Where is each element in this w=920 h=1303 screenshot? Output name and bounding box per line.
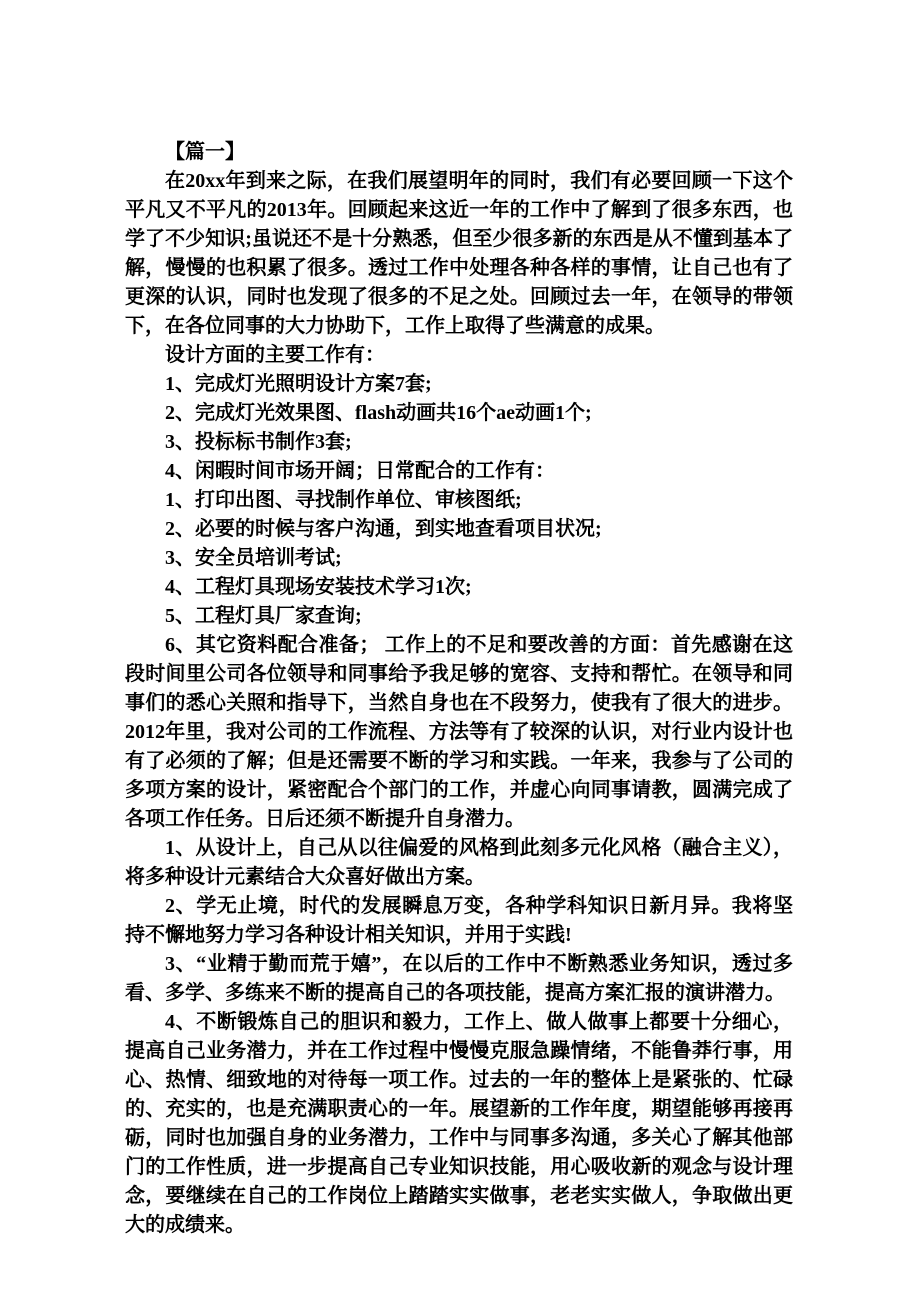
list-item-design-3: 3、投标标书制作3套; [165,431,352,453]
list-item-improve-3: 3、“业精于勤而荒于嬉”，在以后的工作中不断熟悉业务知识，透过多看、多学、多练来不断的提高自己的各项技能，提高方案汇报的演讲潜力。 [125,953,793,1004]
paragraph-intro: 在20xx年到来之际，在我们展望明年的同时，我们有必要回顾一下这个平凡又不平凡的2013年。回顾起来这近一年的工作中了解到了很多东西，也学了不少知识;虽说还不是十分熟悉，但至少很多新的东西是从不懂到基本了解，慢慢的也积累了很多。透过工作中处理各种各样的事情，让自己也有了更深的认识，同时也发现了很多的不足之处。回顾过去一年，在领导的带领下，在各位同事的大力协助下，工作上取得了些满意的成果。 [125,170,793,337]
list-item-design-4: 4、闲暇时间市场开阔；日常配合的工作有： [165,460,555,482]
paragraph-design-work-heading: 设计方面的主要工作有： [165,344,385,366]
list-item-improve-2: 2、学无止境，时代的发展瞬息万变，各种学科知识日新月异。我将坚持不懈地努力学习各种设计相关知识，并用于实践! [125,895,793,946]
list-item-improve-1: 1、从设计上，自己从以往偏爱的风格到此刻多元化风格（融合主义），将多种设计元素结合大众喜好做出方案。 [125,837,793,888]
list-item-daily-3: 3、安全员培训考试; [165,547,342,569]
list-item-daily-2: 2、必要的时候与客户沟通，到实地查看项目状况; [165,518,602,540]
list-item-daily-5: 5、工程灯具厂家查询; [165,605,362,627]
list-item-daily-1: 1、打印出图、寻找制作单位、审核图纸; [165,489,522,511]
list-item-design-1: 1、完成灯光照明设计方案7套; [165,373,432,395]
list-item-improve-4: 4、不断锻炼自己的胆识和毅力，工作上、做人做事上都要十分细心，提高自己业务潜力，并在工作过程中慢慢克服急躁情绪，不能鲁莽行事，用心、热情、细致地的对待每一项工作。过去的一年的整体上是紧张的、忙碌的、充实的，也是充满职责心的一年。展望新的工作年度，期望能够再接再砺，同时也加强自身的业务潜力，工作中与同事多沟通，多关心了解其他部门的工作性质，进一步提高自己专业知识技能，用心吸收新的观念与设计理念，要继续在自己的工作岗位上踏踏实实做事，老老实实做人，争取做出更大的成绩来。 [125,1011,793,1236]
section-title: 【篇一】 [165,141,245,163]
document-content [125,138,793,1240]
list-item-design-2: 2、完成灯光效果图、flash动画共16个ae动画1个; [165,402,592,424]
list-item-daily-4: 4、工程灯具现场安装技术学习1次; [165,576,472,598]
paragraph-shortcomings: 6、其它资料配合准备； 工作上的不足和要改善的方面：首先感谢在这段时间里公司各位领导和同事给予我足够的宽容、支持和帮忙。在领导和同事们的悉心关照和指导下，当然自身也在不段努力，使我有了很大的进步。2012年里，我对公司的工作流程、方法等有了较深的认识，对行业内设计也有了必须的了解；但是还需要不断的学习和实践。一年来，我参与了公司的多项方案的设计，紧密配合个部门的工作，并虚心向同事请教，圆满完成了各项工作任务。日后还须不断提升自身潜力。 [125,634,793,830]
